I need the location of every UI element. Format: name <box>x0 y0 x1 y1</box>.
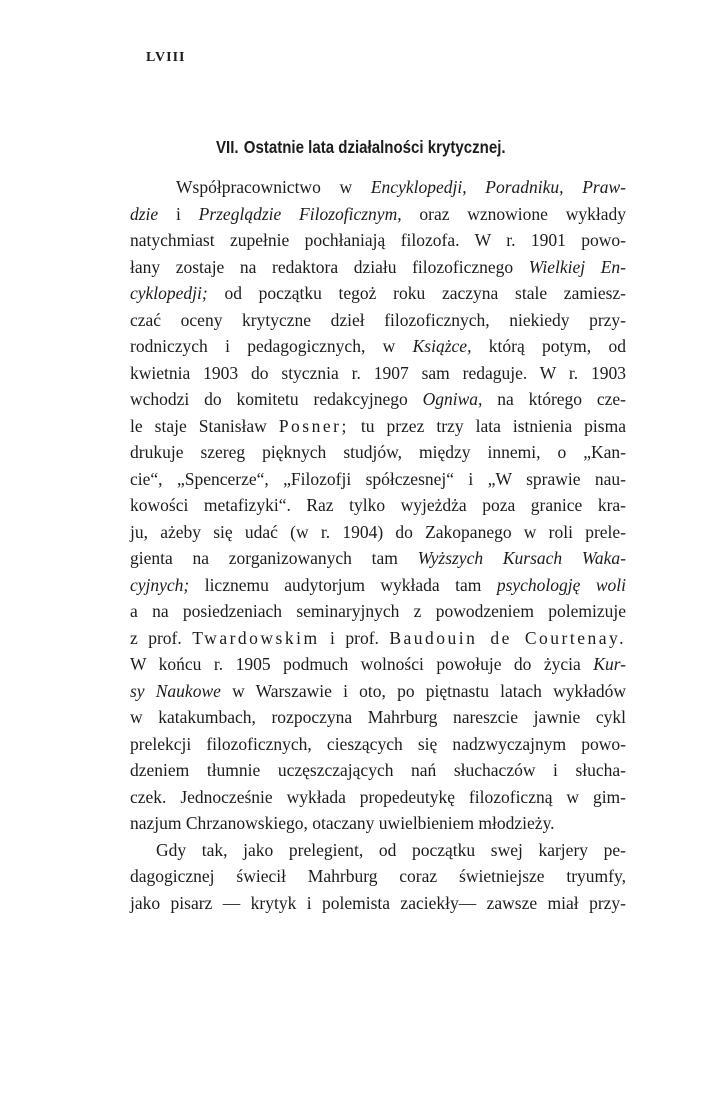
text-line <box>130 492 626 519</box>
text-line <box>130 625 626 652</box>
text-line <box>130 174 626 201</box>
text-run: ju, ażeby się udać (w r. 1904) do Zakopanego w roli prele- <box>130 521 626 542</box>
text-line <box>130 519 626 546</box>
text-line <box>130 254 626 281</box>
text-line <box>130 704 626 731</box>
body-text <box>130 174 626 916</box>
text-run: rodniczych i pedagogicznych, w <box>130 336 413 356</box>
text-line <box>130 837 626 864</box>
italic-text: sy Naukowe <box>130 680 221 701</box>
text-line <box>130 545 626 572</box>
text-line <box>130 572 626 599</box>
text-line <box>130 280 626 307</box>
text-line <box>130 598 626 625</box>
text-line <box>130 333 626 360</box>
text-line <box>130 784 626 811</box>
italic-text: cyjnych; <box>130 574 190 595</box>
italic-text: Encyklopedji, <box>370 177 467 197</box>
text-run: nazjum Chrzanowskiego, otaczany uwielbieniem młodzieży. <box>130 813 555 833</box>
text-line <box>130 466 626 493</box>
text-run: a na posiedzeniach seminaryjnych z powodzeniem polemizuje <box>130 601 626 621</box>
text-line <box>130 651 626 678</box>
text-line <box>130 307 626 334</box>
text-line <box>130 227 626 254</box>
text-run: oraz wznowione wykłady <box>401 203 626 224</box>
text-run: którą potym, od <box>471 336 626 356</box>
text-line <box>130 757 626 784</box>
italic-text: psychologję woli <box>496 574 626 595</box>
text-run: dagogicznej świecił Mahrburg coraz świetniejsze tryumfy, <box>130 866 626 886</box>
text-line <box>130 731 626 758</box>
text-run: i <box>158 203 199 224</box>
chapter-number: VII. <box>216 137 239 157</box>
text-line <box>130 360 626 387</box>
text-line <box>130 386 626 413</box>
page-number: LVIII <box>146 50 186 65</box>
text-line <box>130 863 626 890</box>
text-line <box>130 678 626 705</box>
text-run: natychmiast zupełnie pochłaniają filozofa. W r. 1901 powo- <box>130 230 626 250</box>
text-run: Współpracownictwo w <box>176 177 371 197</box>
italic-text: Wielkiej En- <box>528 256 627 277</box>
text-line <box>130 413 626 440</box>
text-run: Gdy tak, jako prelegient, od początku swej karjery pe- <box>156 839 626 860</box>
text-line <box>130 810 626 837</box>
text-run: tu przez trzy lata istnienia pisma <box>348 415 626 436</box>
italic-text: Poradniku, Praw- <box>485 177 626 197</box>
text-run: czek. Jednocześnie wykłada propedeutykę filozoficzną w gim- <box>130 786 626 807</box>
italic-text: dzie <box>130 203 159 224</box>
text-line <box>130 890 626 917</box>
text-run: jako pisarz — krytyk i polemista zaciekły— zawsze miał przy- <box>130 892 626 913</box>
text-run: gienta na zorganizowanych tam <box>130 548 418 568</box>
text-run: w Warszawie i oto, po piętnastu latach wykładów <box>220 680 626 701</box>
text-line <box>130 201 626 228</box>
spaced-name: Posner; <box>278 415 349 436</box>
text-line <box>130 439 626 466</box>
italic-text: Książce, <box>412 336 472 356</box>
text-run: drukuje szereg pięknych studjów, między innemi, o „Kan- <box>130 442 626 462</box>
italic-text: cyklopedji; <box>130 283 208 303</box>
text-run: i prof. <box>319 627 390 648</box>
text-run: le staje Stanisław <box>130 415 279 436</box>
chapter-heading <box>216 137 506 158</box>
text-run: kowości metafizyki“. Raz tylko wyjeżdża poza granice kra- <box>130 495 626 515</box>
text-run <box>467 177 486 197</box>
text-run: W końcu r. 1905 podmuch wolności powołuje do życia <box>130 654 594 674</box>
text-run: prelekcji filozoficznych, cieszących się nadzwyczajnym powo- <box>130 733 626 754</box>
text-run: w katakumbach, rozpoczyna Mahrburg nareszcie jawnie cykl <box>130 707 626 727</box>
text-run: czać oceny krytyczne dzieł filozoficznych, niekiedy przy- <box>130 309 626 330</box>
italic-text: Przeglądzie Filozoficznym, <box>198 203 402 224</box>
spaced-name: Baudouin de Courtenay. <box>389 627 626 648</box>
text-run: łany zostaje na redaktora działu filozoficznego <box>130 256 529 277</box>
text-run: z prof. <box>130 627 193 648</box>
text-run: dzeniem tłumnie uczęszczających nań słuchaczów i słucha- <box>130 760 626 780</box>
text-run: cie“, „Spencerze“, „Filozofji spółczesnej“ i „W sprawie nau- <box>130 468 626 489</box>
text-run: kwietnia 1903 do stycznia r. 1907 sam redaguje. W r. 1903 <box>130 362 626 383</box>
spaced-name: Twardowskim <box>192 627 320 648</box>
text-run: licznemu audytorjum wykłada tam <box>189 574 497 595</box>
italic-text: Ogniwa, <box>422 389 483 409</box>
italic-text: Wyższych Kursach Waka- <box>417 548 626 568</box>
text-run: wchodzi do komitetu redakcyjnego <box>130 389 423 409</box>
chapter-title: Ostatnie lata działalności krytycznej. <box>243 137 506 157</box>
text-run: na którego cze- <box>482 389 627 409</box>
text-run: od początku tegoż roku zaczyna stale zamiesz- <box>207 283 626 303</box>
italic-text: Kur- <box>593 654 626 674</box>
